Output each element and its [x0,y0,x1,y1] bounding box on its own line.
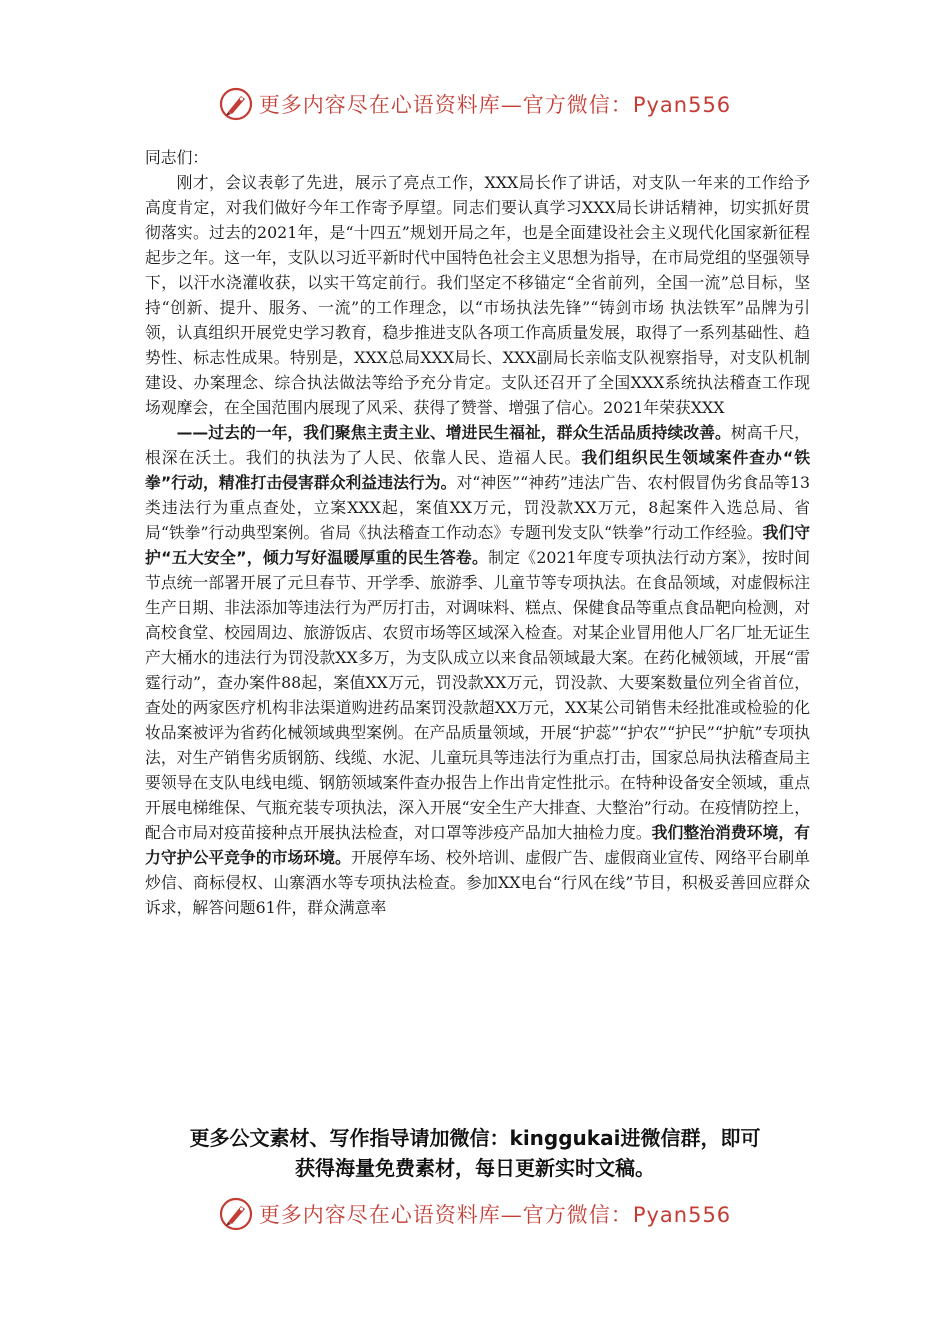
paragraph-1: 刚才，会议表彰了先进，展示了亮点工作，XXX局长作了讲话，对支队一年来的工作给予高度肯定，对我们做好今年工作寄予厚望。同志们要认真学习XXX局长讲话精神，切实抓好贯彻落实。过去的2021年，是“十四五”规划开局之年，也是全面建设社会主义现代化国家新征程起步之年。这一年，支队以习近平新时代中国特色社会主义思想为指导，在市局党组的坚强领导下，以汗水浇灌收获，以实干笃定前行。我们坚定不移锚定“全省前列，全国一流”总目标，坚持“创新、提升、服务、一流”的工作理念，以“市场执法先锋”“铸剑市场 执法铁军”品牌为引领，认真组织开展党史学习教育，稳步推进支队各项工作高质量发展，取得了一系列基础性、趋势性、标志性成果。特别是，XXX总局XXX局长、XXX副局长亲临支队视察指导，对支队机制建设、办案理念、综合执法做法等给予充分肯定。支队还召开了全国XXX系统执法稽查工作现场观摩会，在全国范围内展现了风采、获得了赞誉、增强了信心。2021年荣获XXX [145,173,810,417]
bold-heading-1: ——过去的一年，我们聚焦主责主业、增进民生福祉，群众生活品质持续改善。 [176,423,731,442]
banner-text [259,89,731,119]
banner-wechat-id-bottom: Pyan556 [632,1203,732,1227]
pen-nib-logo-icon [219,1197,253,1231]
bold-heading-3: 我们守护“五大安全”，倾力写好温暖厚重的民生答卷。 [145,523,810,567]
footer-line-1: 更多公文素材、写作指导请加微信：kinggukai进微信群，即可 [189,1126,761,1150]
header-banner [0,84,950,124]
document-body [145,145,810,920]
paragraph-2-text-1: 树高千尺，根深在沃土。我们的执法为了人民、依靠人民、造福人民。 [145,423,810,467]
footer-promo [120,1123,830,1183]
banner-prefix: 更多内容尽在心语资料库—官方微信： [258,93,633,117]
footer-banner [0,1194,950,1234]
banner-content [219,87,731,121]
bold-heading-2: 我们组织民生领域案件查办“铁拳”行动，精准打击侵害群众利益违法行为。 [145,448,810,492]
bold-heading-4: 我们整治消费环境，有力守护公平竞争的市场环境。 [145,823,810,867]
banner-wechat-id: Pyan556 [632,93,732,117]
banner-prefix-bottom: 更多内容尽在心语资料库—官方微信： [258,1203,633,1227]
pen-nib-logo-icon [219,87,253,121]
paragraph-2-text-3: 制定《2021年度专项执法行动方案》，按时间节点统一部署开展了元旦春节、开学季、旅游季、儿童节等专项执法。在食品领域，对虚假标注生产日期、非法添加等违法行为严厉打击，对调味料、糕点、保健食品等重点食品靶向检测，对高校食堂、校园周边、旅游饭店、农贸市场等区域深入检查。对某企业冒用他人厂名厂址无证生产大桶水的违法行为罚没款XX多万，为支队成立以来食品领域最大案。在药化械领域，开展“雷霆行动”，查办案件88起，案值XX万元，罚没款XX万元，罚没款、大要案数量位列全省首位，查处的两家医疗机构非法渠道购进药品案罚没款超XX万元，XX某公司销售未经批准或检验的化妆品案被评为省药化械领域典型案例。在产品质量领域，开展“护蕊”“护农”“护民”“护航”专项执法，对生产销售劣质钢筋、线缆、水泥、儿童玩具等违法行为重点打击，国家总局执法稽查局主要领导在支队电线电缆、钢筋领域案件查办报告上作出肯定性批示。在特种设备安全领域，重点开展电梯维保、气瓶充装专项执法，深入开展“安全生产大排查、大整治”行动。在疫情防控上，配合市局对疫苗接种点开展执法检查，对口罩等涉疫产品加大抽检力度。 [145,548,810,842]
salutation: 同志们： [145,148,209,167]
paragraph-2-text-4: 开展停车场、校外培训、虚假广告、虚假商业宣传、网络平台刷单炒信、商标侵权、山寨酒水等专项执法检查。参加XX电台“行风在线”节目，积极妥善回应群众诉求，解答问题61件，群众满意率 [145,848,810,917]
banner-content-bottom [219,1197,731,1231]
paragraph-2 [145,420,810,920]
banner-text-bottom [259,1199,731,1229]
footer-line-2: 获得海量免费素材，每日更新实时文稿。 [295,1156,655,1180]
paragraph-2-text-2: 对“神医”“神药”违法广告、农村假冒伪劣食品等13类违法行为重点查处，立案XXX起，案值XX万元，罚没款XX万元，8起案件入选总局、省局“铁拳”行动典型案例。省局《执法稽查工作动态》专题刊发支队“铁拳”行动工作经验。 [145,473,811,542]
